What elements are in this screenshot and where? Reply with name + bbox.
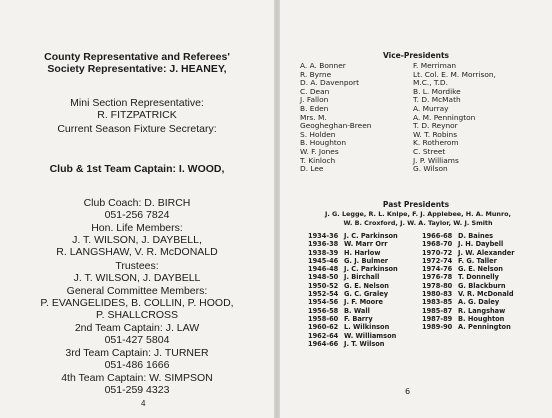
county-representative-line-1: County Representative and Referees' [44, 51, 230, 63]
vice-president-name: Geogheghan-Breen [300, 121, 372, 131]
past-presidents-intro-line-1: J. G. Legge, R. L. Knipe, F. J. Applebee, H. A. Munro, [325, 210, 511, 218]
past-president-name: B. Houghton [458, 314, 505, 323]
vice-president-name: J. Fallon [300, 95, 329, 105]
past-president-name: G. E. Nelson [458, 265, 503, 274]
past-president-years: 1989-90 [422, 323, 453, 332]
vice-president-name: M.C., T.D. [413, 78, 448, 88]
past-president-row [422, 307, 514, 315]
past-president-name: V. R. McDonald [458, 290, 514, 299]
past-president-row [308, 249, 398, 257]
vice-presidents-heading: Vice-Presidents [382, 51, 450, 60]
committee-heading: General Committee Members: [66, 285, 208, 297]
past-president-row [422, 249, 514, 257]
right-page [280, 0, 552, 418]
club-coach: Club Coach: D. BIRCH [83, 197, 191, 209]
past-president-name: G. C. Graley [344, 290, 388, 299]
past-president-row [422, 232, 514, 240]
past-president-years: 1964-66 [308, 339, 339, 348]
past-president-years: 1946-48 [308, 265, 339, 274]
past-president-row [422, 298, 514, 306]
past-president-name: J. H. Daybell [458, 240, 504, 249]
mini-section-name: R. FITZPATRICK [97, 109, 177, 121]
past-president-name: J. T. Wilson [344, 339, 385, 348]
past-president-row [422, 273, 514, 281]
past-president-name: A. Pennington [458, 323, 511, 332]
past-president-row [308, 315, 398, 323]
past-president-years: 1987-89 [422, 314, 453, 323]
vice-president-name: W. F. Jones [300, 146, 339, 156]
past-president-name: R. Langshaw [458, 306, 506, 315]
past-president-years: 1985-87 [422, 306, 453, 315]
past-president-years: 1980-83 [422, 290, 453, 299]
past-president-years: 1950-52 [308, 281, 339, 290]
vice-president-name: Lt. Col. E. M. Morrison, [413, 69, 496, 79]
past-president-years: 1938-39 [308, 248, 339, 257]
vice-president-name: A. M. Pennington [413, 112, 476, 122]
past-president-row [308, 340, 398, 348]
second-team-captain: 2nd Team Captain: J. LAW [74, 322, 200, 334]
vice-presidents-right-column [413, 62, 496, 174]
past-president-row [422, 315, 514, 323]
vice-president-name: D. A. Davenport [300, 78, 359, 88]
vice-president-name: C. Street [413, 146, 446, 156]
past-president-row [308, 273, 398, 281]
past-president-years: 1970-72 [422, 248, 453, 257]
past-president-name: J. F. Moore [344, 298, 383, 307]
vice-president-name: D. Lee [300, 164, 324, 174]
past-president-name: F. Barry [344, 314, 373, 323]
past-president-row [308, 265, 398, 273]
past-president-years: 1945-46 [308, 256, 339, 265]
past-president-row [308, 232, 398, 240]
vice-president-name: B. Eden [300, 103, 329, 113]
vice-president-name: G. Wilson [413, 164, 448, 174]
past-president-name: T. Donnelly [458, 273, 499, 282]
past-president-name: D. Baines [458, 232, 494, 240]
past-president-years: 1972-74 [422, 256, 453, 265]
past-president-row [422, 265, 514, 273]
vice-president-name: F. Merriman [413, 61, 457, 70]
life-members-line-2: R. LANGSHAW, V. R. McDONALD [56, 246, 218, 258]
past-president-row [308, 307, 398, 315]
second-team-phone: 051-427 5804 [104, 334, 170, 346]
past-president-years: 1968-70 [422, 240, 453, 249]
past-president-row [308, 323, 398, 331]
vice-president-name: K. Rotherom [413, 138, 459, 148]
past-presidents-left-column [308, 232, 398, 348]
past-president-row [308, 332, 398, 340]
past-president-row [422, 282, 514, 290]
past-president-name: A. G. Daley [458, 298, 500, 307]
past-presidents-intro-line-2: W. B. Croxford, J. W. A. Taylor, W. J. Smith [343, 219, 493, 227]
past-presidents-heading: Past Presidents [382, 200, 450, 209]
past-president-years: 1948-50 [308, 273, 339, 282]
committee-line-2: P. SHALLCROSS [95, 309, 179, 321]
vice-presidents-left-column [300, 62, 371, 174]
life-members-heading: Hon. Life Members: [91, 222, 183, 234]
past-president-years: 1954-56 [308, 298, 339, 307]
past-president-row [422, 290, 514, 298]
past-president-name: W. Marr Orr [344, 240, 388, 249]
county-representative-line-2: Society Representative: J. HEANEY, [47, 63, 227, 75]
past-president-name: G. Blackburn [458, 281, 506, 290]
past-president-row [308, 298, 398, 306]
third-team-phone: 051-486 1666 [104, 359, 170, 371]
past-president-row [308, 282, 398, 290]
past-president-years: 1956-58 [308, 306, 339, 315]
vice-president-name: T. D. Reynor [413, 121, 458, 131]
past-president-row [308, 290, 398, 298]
past-president-years: 1960-62 [308, 323, 339, 332]
trustees-names: J. T. WILSON, J. DAYBELL [73, 272, 201, 284]
past-presidents-right-column [422, 232, 514, 332]
vice-president-name: A. Murray [413, 103, 449, 113]
past-president-row [422, 257, 514, 265]
vice-president-name: W. T. Robins [413, 129, 458, 139]
past-president-years: 1974-76 [422, 265, 453, 274]
past-president-years: 1936-38 [308, 240, 339, 249]
past-president-name: J. C. Parkinson [344, 265, 398, 274]
vice-president-name: S. Holden [300, 129, 336, 139]
fourth-team-captain: 4th Team Captain: W. SIMPSON [61, 372, 213, 384]
vice-president-name: B. L. Mordike [413, 86, 461, 96]
third-team-captain: 3rd Team Captain: J. TURNER [65, 347, 209, 359]
past-president-years: 1966-68 [422, 232, 453, 240]
past-president-name: L. Wilkinson [344, 323, 390, 332]
life-members-line-1: J. T. WILSON, J. DAYBELL, [72, 234, 202, 246]
page-number-left: 4 [141, 399, 146, 408]
vice-president-name: C. Dean [300, 86, 330, 96]
trustees-heading: Trustees: [115, 260, 159, 272]
page-number-right: 6 [405, 387, 411, 396]
past-president-name: J. C. Parkinson [344, 232, 398, 240]
past-president-name: H. Harlow [344, 248, 381, 257]
past-president-years: 1983-85 [422, 298, 453, 307]
past-president-years: 1958-60 [308, 314, 339, 323]
past-president-name: G. J. Bulmer [344, 256, 389, 265]
past-president-name: J. W. Alexander [458, 248, 515, 257]
past-president-name: W. Williamson [344, 331, 397, 340]
committee-line-1: P. EVANGELIDES, B. COLLIN, P. HOOD, [40, 297, 234, 309]
vice-president-name: T. Kinloch [300, 155, 336, 165]
left-page [0, 0, 274, 418]
past-president-row [422, 240, 514, 248]
past-president-name: G. E. Nelson [344, 281, 389, 290]
fourth-team-phone: 051-259 4323 [104, 384, 170, 396]
past-president-years: 1978-80 [422, 281, 453, 290]
club-captain: Club & 1st Team Captain: I. WOOD, [49, 163, 225, 175]
past-president-name: F. G. Taller [458, 256, 497, 265]
vice-president-name: B. Houghton [300, 138, 347, 148]
past-president-name: J. Birchall [344, 273, 380, 282]
vice-president-name: J. P. Williams [413, 155, 459, 165]
past-president-years: 1962-64 [308, 331, 339, 340]
mini-section-heading: Mini Section Representative: [70, 97, 204, 109]
vice-president-name: T. D. McMath [413, 95, 461, 105]
vice-president-name: R. Byrne [300, 69, 332, 79]
vice-president-name: Mrs. M. [300, 112, 327, 122]
club-coach-phone: 051-256 7824 [104, 209, 170, 221]
past-president-row [308, 240, 398, 248]
vice-president-name: A. A. Bonner [300, 61, 346, 70]
past-president-name: B. Wall [344, 306, 370, 315]
past-president-years: 1952-54 [308, 290, 339, 299]
past-president-years: 1934-36 [308, 232, 339, 240]
past-president-row [308, 257, 398, 265]
past-president-row [422, 323, 514, 331]
past-president-years: 1976-78 [422, 273, 453, 282]
fixture-secretary: Current Season Fixture Secretary: [57, 123, 217, 135]
